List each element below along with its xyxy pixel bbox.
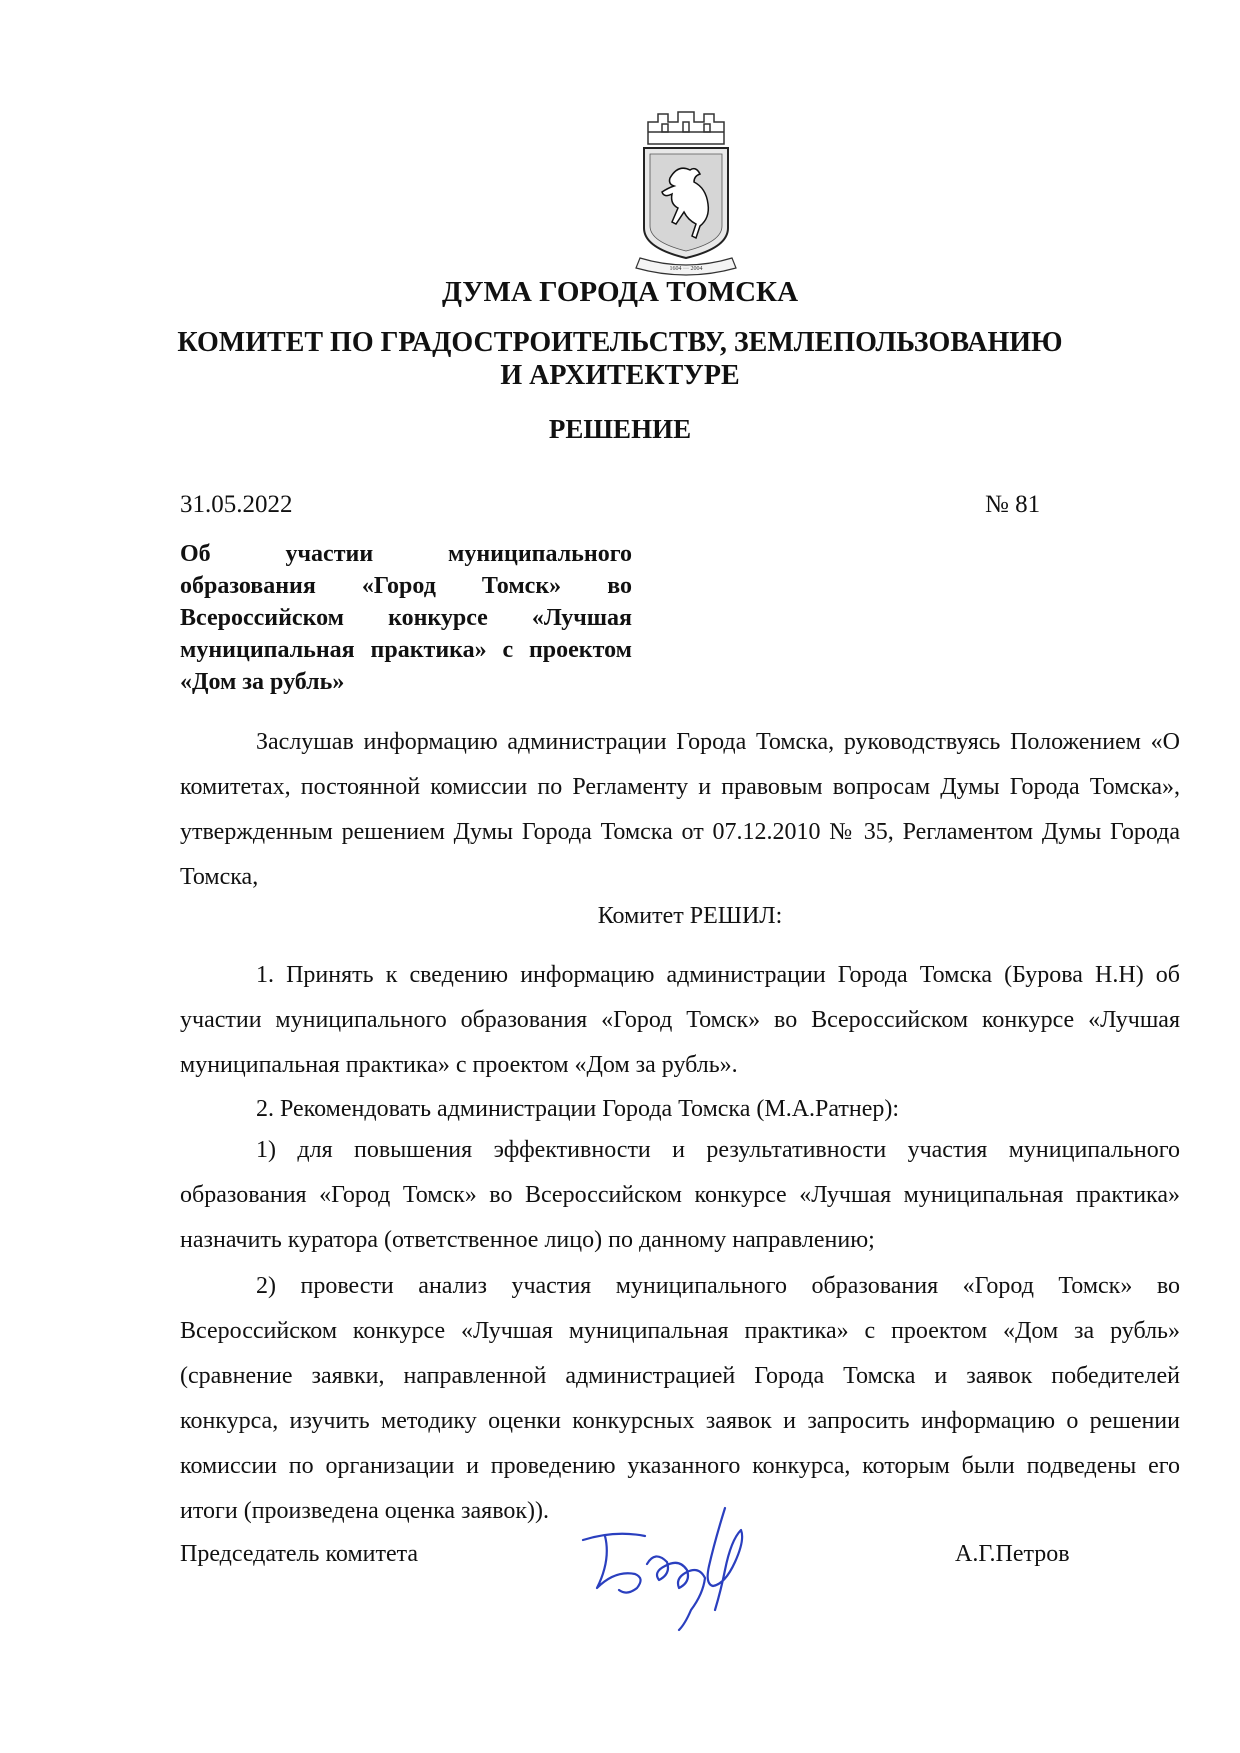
coat-ribbon-text: 1604 ··· 2004	[669, 266, 703, 272]
committee-title	[0, 326, 1240, 392]
signer-title: Председатель комитета	[180, 1541, 419, 1567]
committee-title-line1: КОМИТЕТ ПО ГРАДОСТРОИТЕЛЬСТВУ, ЗЕМЛЕПОЛЬЗОВАНИЮ	[177, 327, 1063, 358]
organization-title: ДУМА ГОРОДА ТОМСКА	[441, 276, 799, 308]
resolution-item-1: 1. Принять к сведению информацию администрации Города Томска (Бурова Н.Н) об участии муниципального образования «Город Томск» во Всероссийском конкурсе «Лучшая муниципальная практика» с проектом «Дом за рубль».	[180, 962, 1180, 1078]
resolution-item-2: 2. Рекомендовать администрации Города Томска (М.А.Ратнер):	[256, 1096, 900, 1122]
resolution-item-2-subitem-1: 1) для повышения эффективности и результативности участия муниципального образования «Город Томск» во Всероссийском конкурсе «Лучшая муниципальная практика» назначить куратора (ответственное лицо) по данному направлению;	[180, 1137, 1180, 1253]
resolution-item-2-subitem-2: 2) провести анализ участия муниципального образования «Город Томск» во Всероссийском конкурсе «Лучшая муниципальная практика» с проектом «Дом за рубль» (сравнение заявки, направленной администрацией Города Томска и заявок победителей конкурса, изучить методику оценки конкурсных заявок и запросить информацию о решении комиссии по организации и проведению указанного конкурса, которым были подведены его итоги (произведена оценка заявок)).	[180, 1273, 1180, 1524]
resolved-heading: Комитет РЕШИЛ:	[597, 903, 783, 929]
document-number: № 81	[985, 491, 1041, 518]
signer-name: А.Г.Петров	[955, 1541, 1070, 1567]
document-date: 31.05.2022	[180, 491, 293, 518]
intro-paragraph: Заслушав информацию администрации Города Томска, руководствуясь Положением «О комитетах, постоянной комиссии по Регламенту и правовым вопросам Думы Города Томска», утвержденным решением Думы Города Томска от 07.12.2010 № 35, Регламентом Думы Города Томска,	[180, 729, 1180, 890]
document-subject: Об участии муниципального образования «Город Томск» во Всероссийском конкурсе «Лучшая муниципальная практика» с проектом «Дом за рубль»	[180, 541, 632, 695]
handwritten-signature	[575, 1500, 775, 1632]
committee-title-line2: И АРХИТЕКТУРЕ	[500, 360, 740, 391]
coat-of-arms-emblem	[626, 108, 746, 280]
document-type: РЕШЕНИЕ	[548, 414, 692, 444]
